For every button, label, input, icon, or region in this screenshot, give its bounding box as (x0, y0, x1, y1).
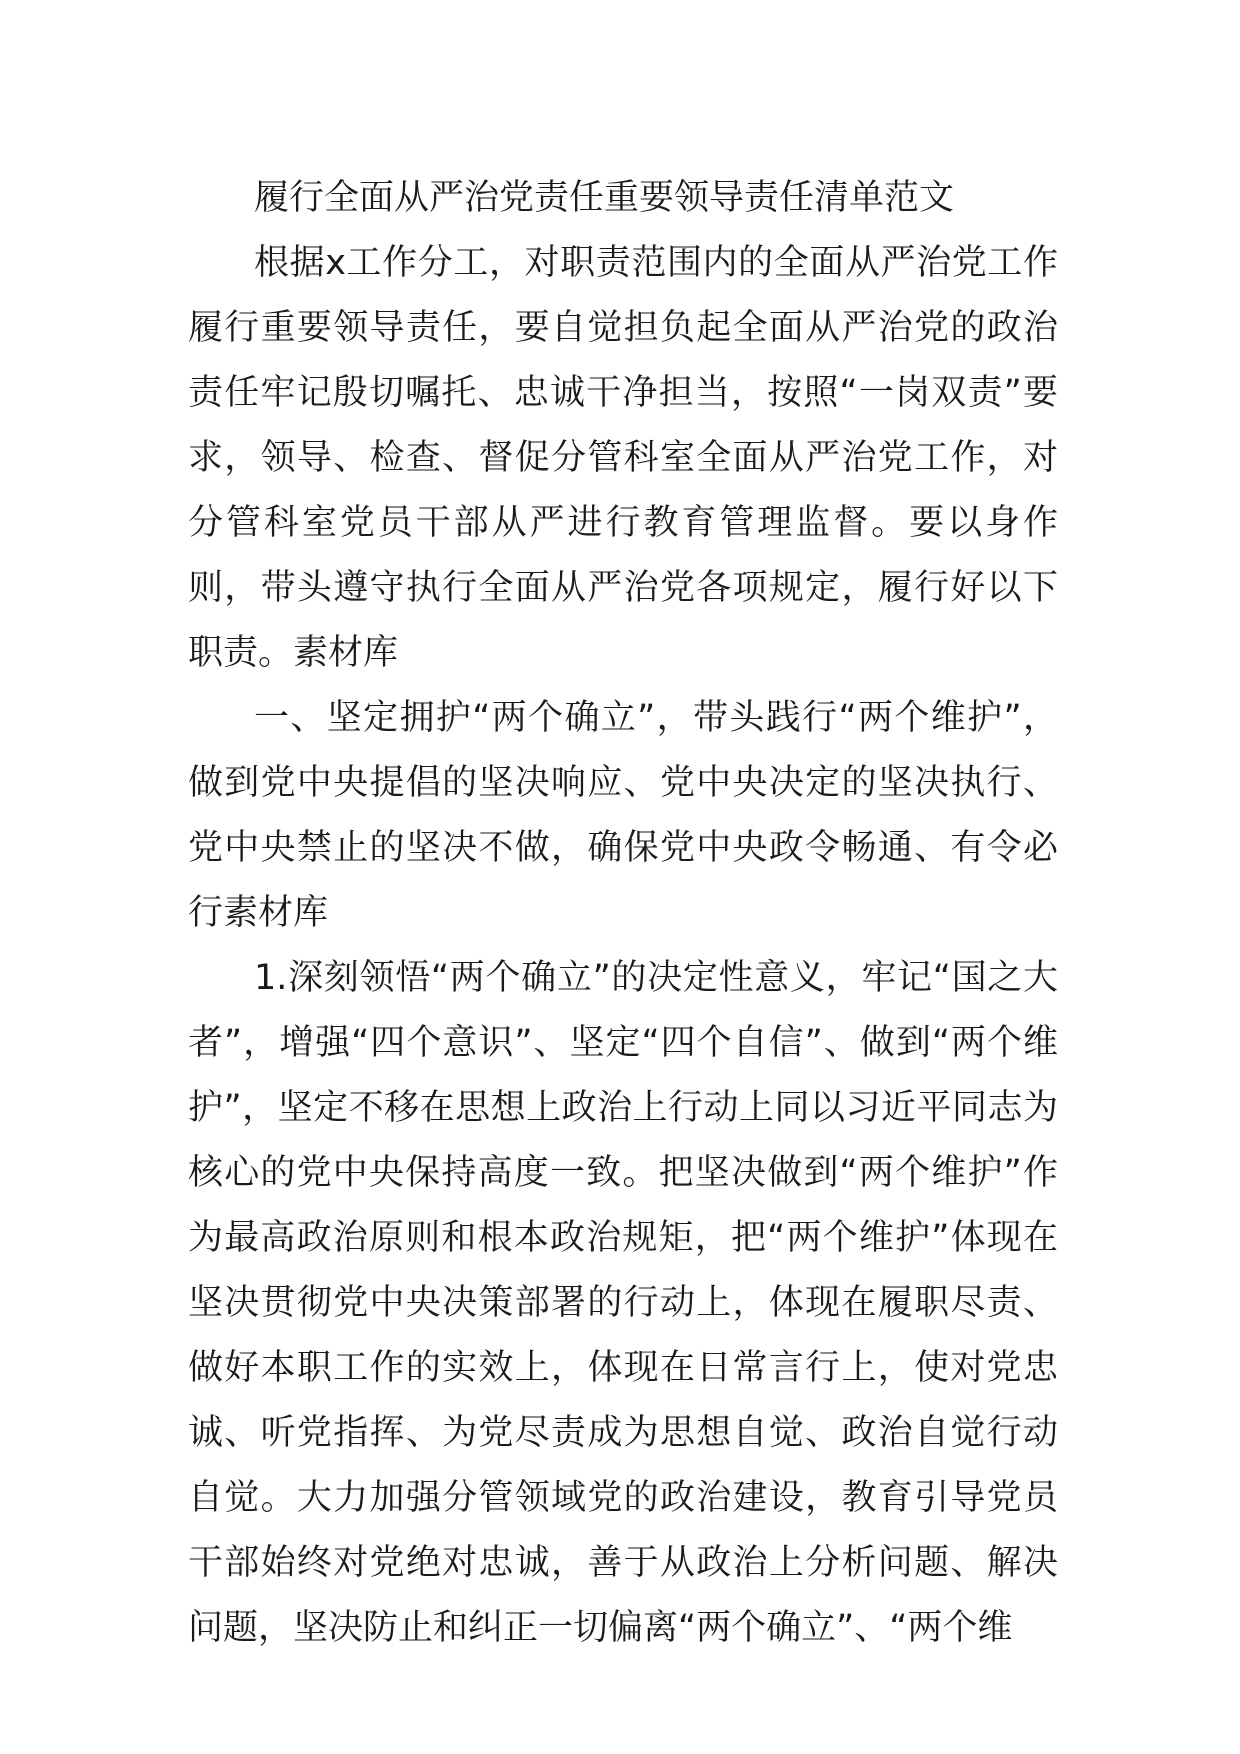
document-body (188, 166, 1058, 1661)
section-heading-1: 一、坚定拥护“两个确立”，带头践行“两个维护”，做到党中央提倡的坚决响应、党中央决定的坚决执行、党中央禁止的坚决不做，确保党中央政令畅通、有令必行素材库 (188, 698, 1058, 933)
item-paragraph-1: 1.深刻领悟“两个确立”的决定性意义，牢记“国之大者”，增强“四个意识”、坚定“四个自信”、做到“两个维护”，坚定不移在思想上政治上行动上同以习近平同志为核心的党中央保持高度一致。把坚决做到“两个维护”作为最高政治原则和根本政治规矩，把“两个维护”体现在坚决贯彻党中央决策部署的行动上，体现在履职尽责、做好本职工作的实效上，体现在日常言行上，使对党忠诚、听党指挥、为党尽责成为思想自觉、政治自觉行动自觉。大力加强分管领域党的政治建设，教育引导党员干部始终对党绝对忠诚，善于从政治上分析问题、解决问题，坚决防止和纠正一切偏离“两个确立”、“两个维 (188, 958, 1058, 1648)
intro-paragraph: 根据x工作分工，对职责范围内的全面从严治党工作履行重要领导责任，要自觉担负起全面从严治党的政治责任牢记殷切嘱托、忠诚干净担当，按照“一岗双责”要求，领导、检查、督促分管科室全面从严治党工作，对分管科室党员干部从严进行教育管理监督。要以身作则，带头遵守执行全面从严治党各项规定，履行好以下职责。素材库 (188, 243, 1058, 673)
document-title: 履行全面从严治党责任重要领导责任清单范文 (254, 178, 955, 218)
